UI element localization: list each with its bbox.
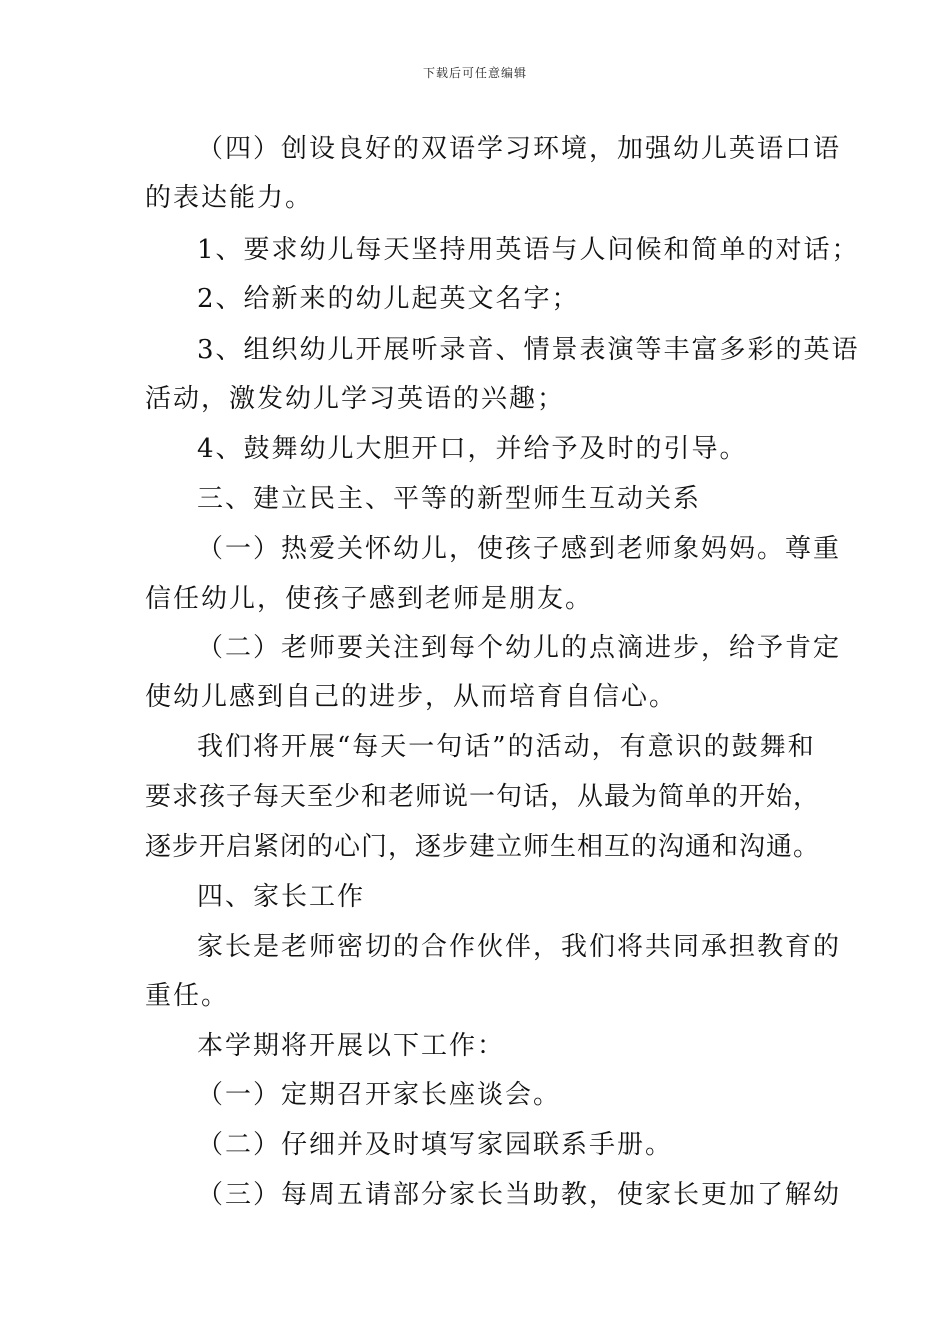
text-line: 的表达能力。 xyxy=(145,183,314,213)
text-line: 重任。 xyxy=(145,981,230,1011)
text-line: （一）定期召开家长座谈会。 xyxy=(197,1080,562,1110)
text-line: 使幼儿感到自己的进步，从而培育自信心。 xyxy=(145,682,678,712)
section-heading: 四、家长工作 xyxy=(197,882,366,912)
text-line: 信任幼儿，使孩子感到老师是朋友。 xyxy=(145,584,594,614)
section-heading: 三、建立民主、平等的新型师生互动关系 xyxy=(197,484,702,514)
text-line: （一）热爱关怀幼儿，使孩子感到老师象妈妈。尊重 xyxy=(197,534,842,564)
text-line: 家长是老师密切的合作伙伴，我们将共同承担教育的 xyxy=(197,932,842,962)
text-line: 本学期将开展以下工作： xyxy=(197,1031,506,1061)
text-line: （三）每周五请部分家长当助教，使家长更加了解幼 xyxy=(197,1180,842,1210)
text-line: 1、要求幼儿每天坚持用英语与人问候和简单的对话； xyxy=(197,235,860,265)
text-line: 我们将开展“每天一句话”的活动，有意识的鼓舞和 xyxy=(197,732,816,762)
text-line: 要求孩子每天至少和老师说一句话，从最为简单的开始， xyxy=(145,782,821,812)
page-header: 下载后可任意编辑 xyxy=(422,66,527,80)
text-line: （二）仔细并及时填写家园联系手册。 xyxy=(197,1130,674,1160)
text-line: 活动，激发幼儿学习英语的兴趣； xyxy=(145,384,566,414)
text-line: 4、鼓舞幼儿大胆开口，并给予及时的引导。 xyxy=(197,434,748,464)
text-line: （四）创设良好的双语学习环境，加强幼儿英语口语 xyxy=(197,134,842,164)
text-line: 2、给新来的幼儿起英文名字； xyxy=(197,284,580,314)
text-line: 逐步开启紧闭的心门，逐步建立师生相互的沟通和沟通。 xyxy=(145,832,821,862)
text-line: 3、组织幼儿开展听录音、情景表演等丰富多彩的英语 xyxy=(197,335,860,365)
text-line: （二）老师要关注到每个幼儿的点滴进步，给予肯定 xyxy=(197,633,842,663)
